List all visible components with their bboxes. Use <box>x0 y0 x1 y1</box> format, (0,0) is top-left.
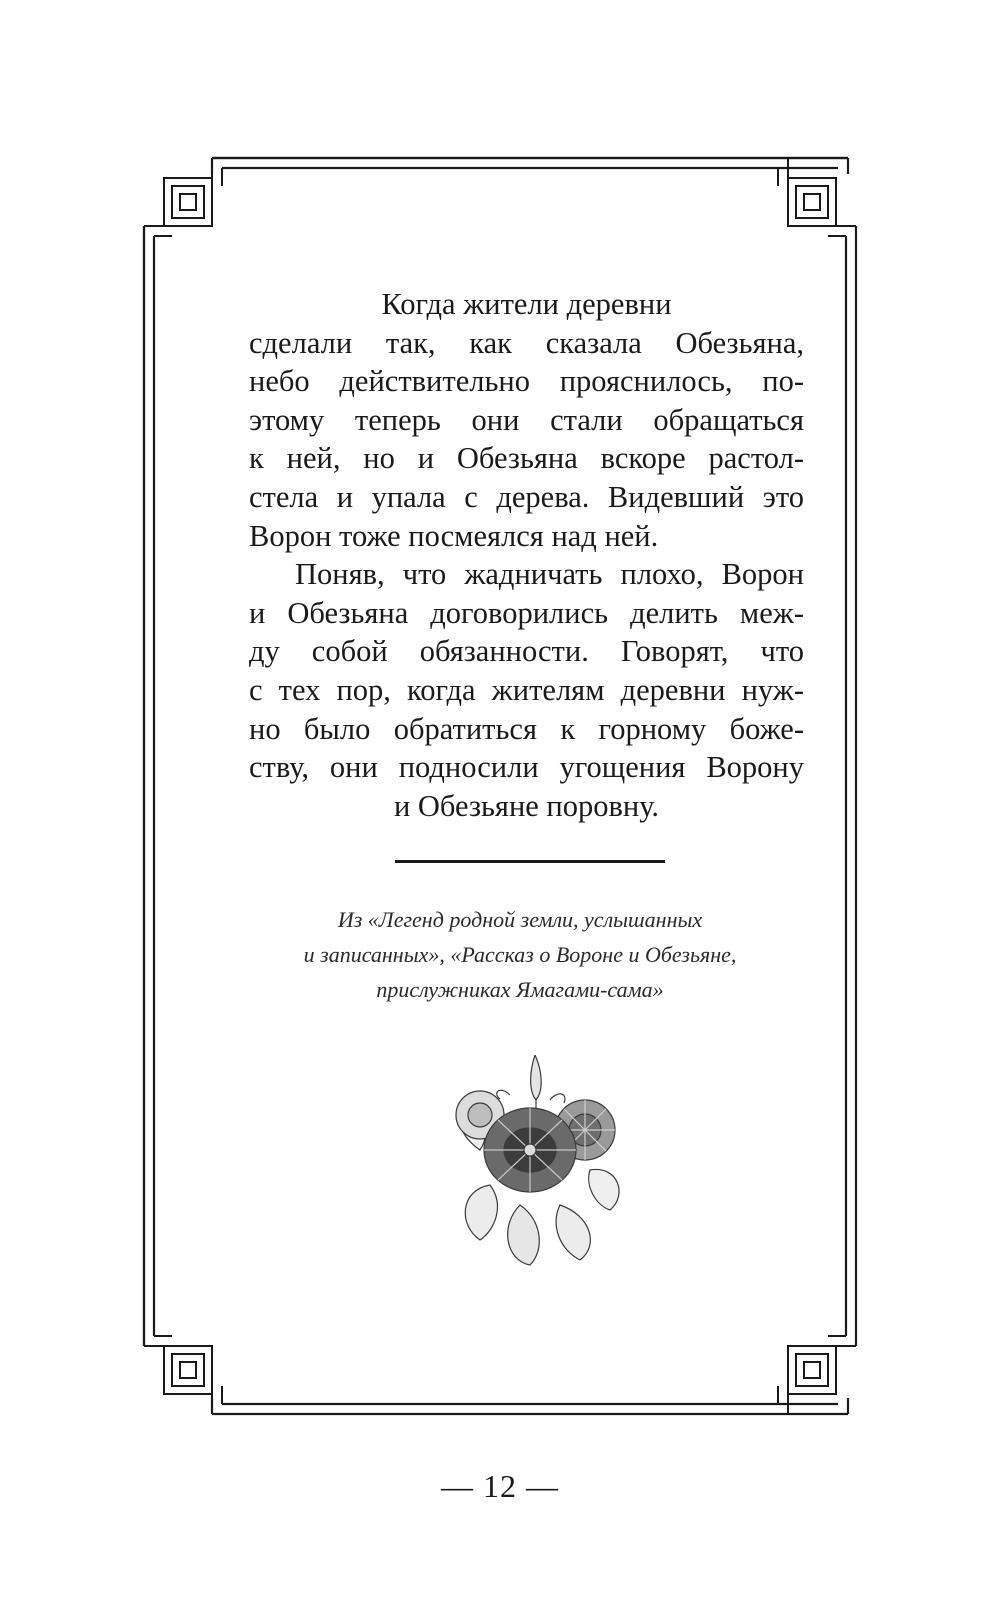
text-line: и Обезьяне поровну. <box>393 788 660 823</box>
text-line: Когда жители деревни <box>381 287 672 321</box>
text-line: стела и упала с дерева. Видевший это <box>249 479 804 514</box>
text-line: ду собой обязанности. Говорят, что <box>249 634 804 669</box>
source-citation <box>240 902 800 1007</box>
citation-line: прислужниках Ямагами-сама» <box>376 977 664 1002</box>
text-line: с тех пор, когда жителям деревни нуж- <box>249 672 804 707</box>
text-line: этому теперь они стали обращаться <box>249 402 804 437</box>
text-line: Поняв, что жадничать плохо, Ворон <box>295 557 804 592</box>
corner-key-bottom-right <box>778 1336 856 1414</box>
text-line: ству, они подносили угощения Ворону <box>249 750 804 785</box>
morning-glory-illustration <box>450 1055 630 1270</box>
text-line: но было обратиться к горному боже- <box>249 711 804 746</box>
citation-line: Из «Легенд родной земли, услышанных <box>337 907 703 932</box>
story-text <box>249 285 804 825</box>
citation-line: и записанных», «Рассказ о Вороне и Обезьяне, <box>303 942 737 967</box>
text-line: небо действительно прояснилось, по- <box>249 364 804 399</box>
corner-key-top-left <box>144 158 222 236</box>
page-number: — 12 — <box>441 1468 559 1504</box>
text-line: к ней, но и Обезьяна вскоре растол- <box>249 441 804 476</box>
text-line: Ворон тоже посмеялся над ней. <box>249 518 659 553</box>
corner-key-bottom-left <box>144 1336 222 1414</box>
divider-rule <box>395 860 665 863</box>
corner-key-top-right <box>778 158 856 236</box>
text-line: сделали так, как сказала Обезьяна, <box>249 325 804 360</box>
text-line: и Обезьяна договорились делить меж- <box>249 595 804 630</box>
